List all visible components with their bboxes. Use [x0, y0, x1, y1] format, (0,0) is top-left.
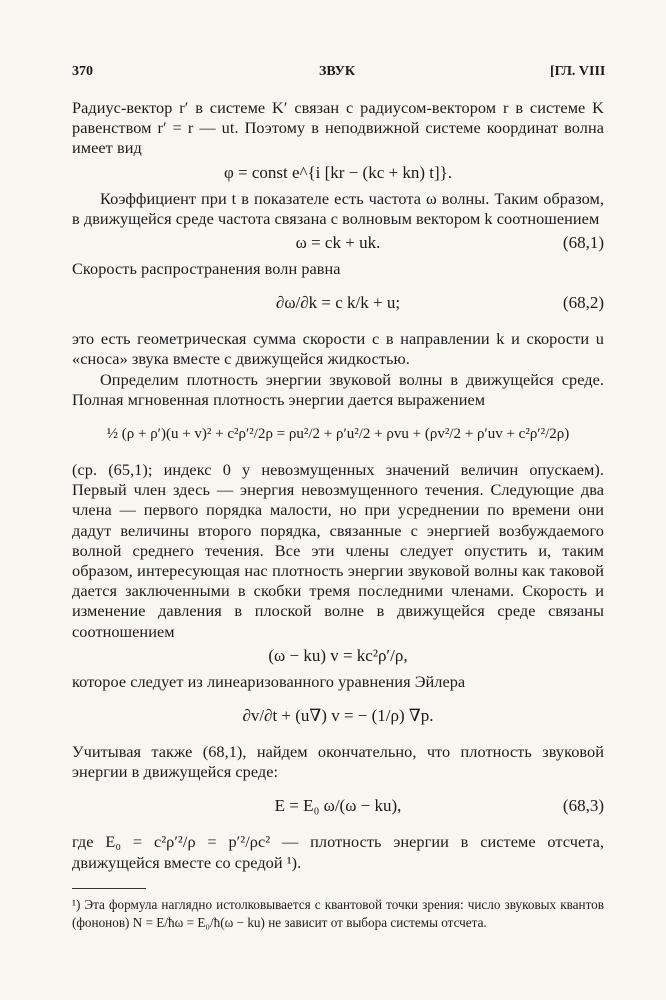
paragraph: это есть геометрическая сумма скорости c в направлении k и скорости u «сноса» звука вместе с движущейся жидкостью. — [72, 329, 604, 369]
paragraph: Определим плотность энергии звуковой волны в движущейся среде. Полная мгновенная плотность энергии дается выражением — [72, 369, 604, 409]
paragraph: Скорость распространения волн равна — [72, 259, 341, 279]
chapter-label: [ГЛ. VIII — [550, 64, 606, 79]
footnote-divider — [72, 888, 146, 889]
main-text — [72, 98, 604, 873]
equation-text: ½ (ρ + ρ′)(u + v)² + c²ρ′²/2ρ = ρu²/2 + ρ′u²/2 + ρvu + (ρv²/2 + ρ′uv + c²ρ′²/2ρ) — [106, 426, 570, 443]
equation-wave — [72, 161, 604, 185]
equation-text: (ω − ku) v = kc²ρ′/ρ, — [268, 645, 408, 665]
paragraph: где E₀ = c²ρ′²/ρ = p′²/ρc² — плотность энергии в системе отсчета, движущейся вместе со средой ¹). — [72, 832, 604, 872]
equation-68-2 — [72, 282, 604, 324]
equation-text: φ = const e^{i [kr − (kc + kn) t]}. — [223, 162, 453, 182]
equation-text: E = E₀ ω/(ω − ku), — [274, 796, 402, 816]
equation-68-3 — [72, 785, 604, 827]
equation-energy — [72, 413, 604, 455]
running-title: ЗВУК — [319, 64, 356, 79]
equation-euler — [72, 695, 604, 737]
paragraph: Учитывая также (68,1), найдем окончательно, что плотность звуковой энергии в движущейся среде: — [72, 742, 604, 782]
equation-text: ∂ω/∂k = c k/k + u; — [275, 293, 401, 313]
equation-label: (68,3) — [562, 796, 604, 816]
equation-68-1 — [72, 231, 604, 255]
page-number: 370 — [72, 64, 93, 79]
equation-label: (68,2) — [562, 293, 604, 313]
paragraph: (ср. (65,1); индекс 0 у невозмущенных значений величин опускаем). Первый член здесь — энергия невозмущенного течения. Следующие два члена — первого порядка малости, но при усреднении по времени они дадут величины второго порядка, связанные с энергией возбуждаемого волной среднего течения. Все эти члены следует опустить и, таким образом, интересующая нас плотность энергии звуковой волны как таковой дается заключенными в скобки тремя последними членами. Скорость и изменение давления в плоской волне в движущейся среде связаны соотношением — [72, 460, 604, 641]
equation-text: ω = ck + uk. — [295, 233, 381, 253]
equation-text: ∂v/∂t + (u∇) v = − (1/ρ) ∇p. — [242, 706, 434, 726]
equation-relation — [72, 644, 604, 668]
paragraph: Радиус-вектор r′ в системе K′ связан с радиусом-вектором r в системе K равенством r′ = r — ut. Поэтому в неподвижной системе координат волна имеет вид — [72, 98, 604, 158]
equation-label: (68,1) — [562, 233, 604, 253]
paragraph: Коэффициент при t в показателе есть частота ω волны. Таким образом, в движущейся среде частота связана с волновым вектором k соотношением — [72, 188, 604, 228]
paragraph: которое следует из линеаризованного уравнения Эйлера — [72, 671, 466, 691]
footnote: ¹) Эта формула наглядно истолковывается с квантовой точки зрения: число звуковых квантов (фононов) N = E/ħω = E₀/ħ(ω − ku) не зависит от выбора системы отсчета. — [72, 897, 604, 930]
